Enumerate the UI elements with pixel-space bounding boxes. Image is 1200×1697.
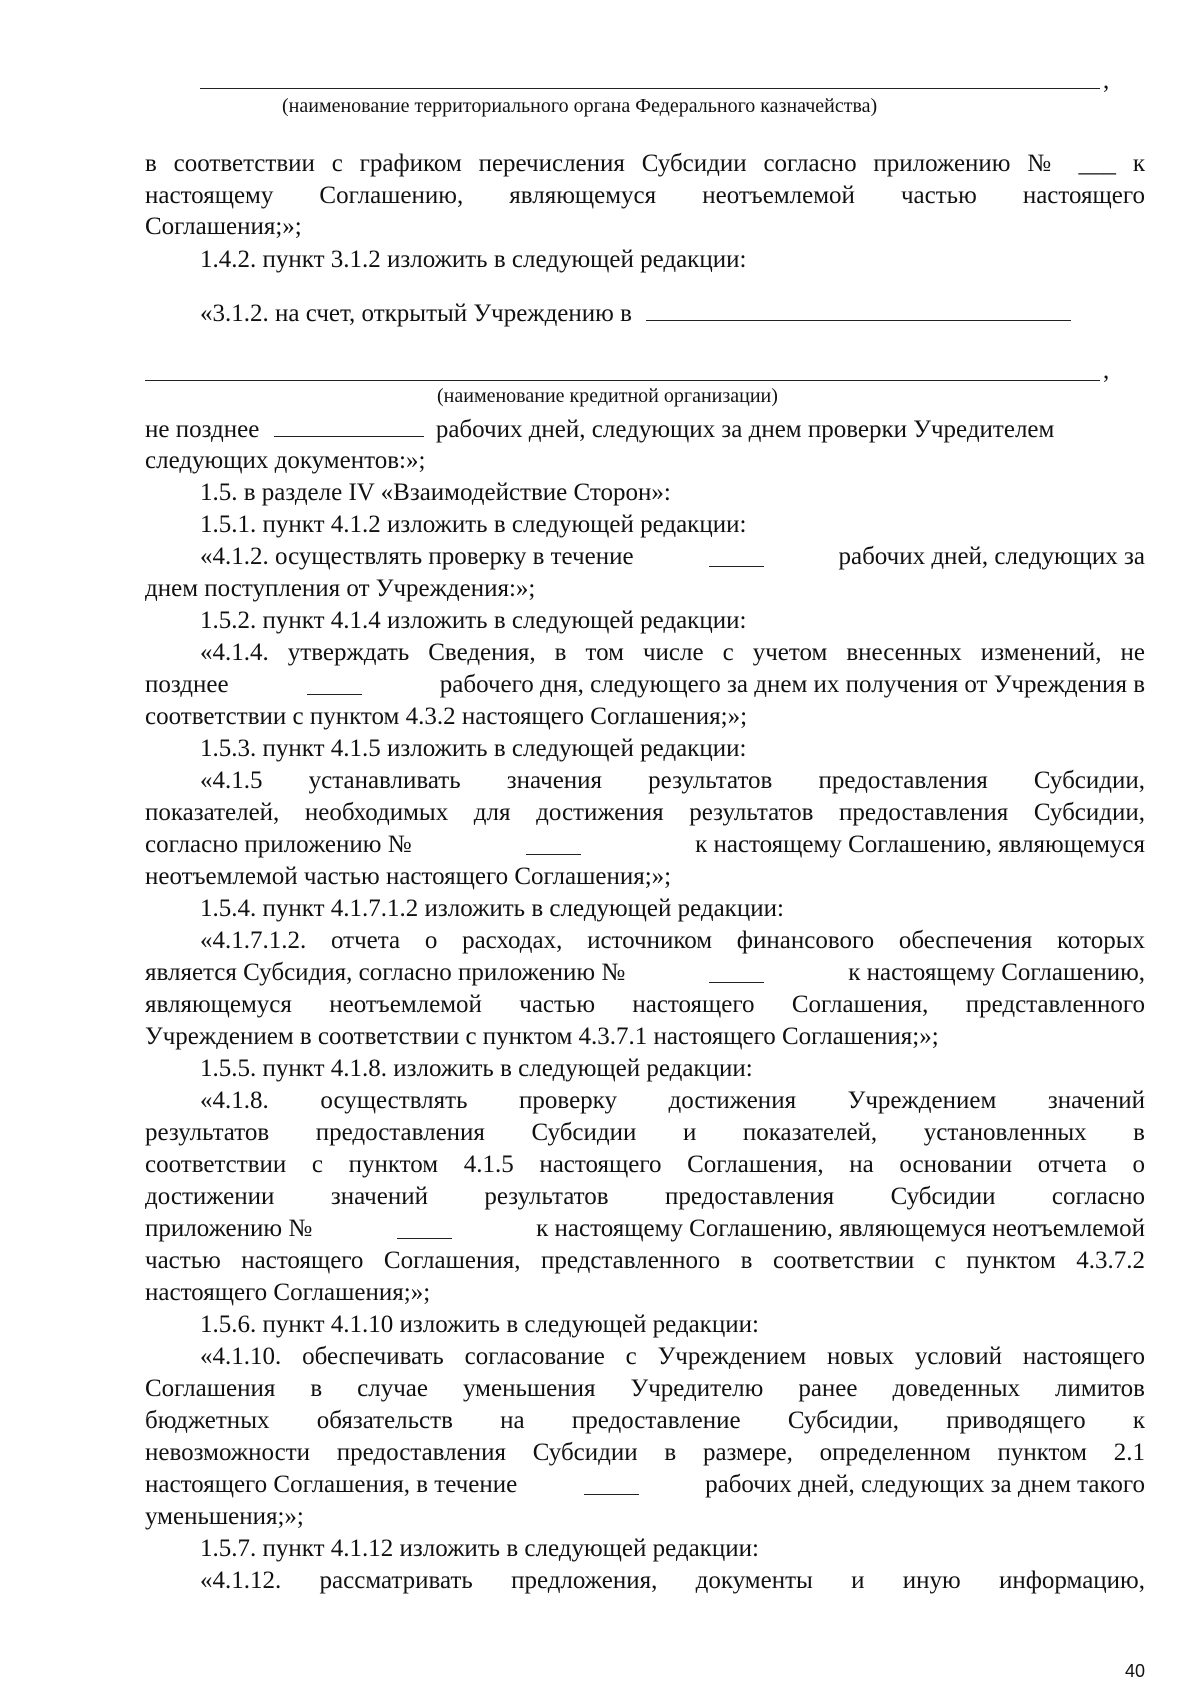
text-fragment: рабочего дня, следующего за днем их получения от Учреждения в bbox=[439, 671, 1145, 698]
text-line: уменьшения;»; bbox=[145, 1503, 304, 1530]
text-line bbox=[145, 1470, 1145, 1500]
text-line bbox=[145, 1214, 1145, 1244]
text-line: «4.1.12. рассматривать предложения, документы и иную информацию, bbox=[200, 1567, 1145, 1594]
text-line: невозможности предоставления Субсидии в размере, определенном пунктом 2.1 bbox=[145, 1439, 1145, 1466]
text-line: настоящего Соглашения;»; bbox=[145, 1279, 431, 1306]
text-line bbox=[145, 670, 1145, 700]
text-fragment: к настоящему Соглашению, являющемуся неотъемлемой bbox=[536, 1215, 1145, 1242]
header-comma: , bbox=[1103, 67, 1110, 94]
text-fragment: настоящего Соглашения, в течение bbox=[145, 1471, 518, 1498]
text-fragment: позднее bbox=[145, 671, 229, 698]
text-line: частью настоящего Соглашения, представленного в соответствии с пунктом 4.3.7.2 bbox=[145, 1247, 1145, 1274]
text-line bbox=[145, 830, 1145, 860]
text-line: являющемуся неотъемлемой частью настоящего Соглашения, представленного bbox=[145, 991, 1145, 1018]
bank-caption: (наименование кредитной организации) bbox=[437, 385, 778, 407]
fill-blank bbox=[646, 298, 1071, 321]
fill-blank bbox=[709, 960, 764, 983]
text-line: показателей, необходимых для достижения результатов предоставления Субсидии, bbox=[145, 799, 1145, 826]
text-fragment: рабочих дней, следующих за днем проверки Учредителем bbox=[435, 416, 1055, 443]
text-fragment: не позднее bbox=[145, 416, 260, 443]
text-line: 1.5.3. пункт 4.1.5 изложить в следующей редакции: bbox=[200, 735, 747, 762]
text-fragment: «4.1.2. осуществлять проверку в течение bbox=[200, 543, 634, 570]
text-line: неотъемлемой частью настоящего Соглашения;»; bbox=[145, 863, 672, 890]
text-fragment: к настоящему Соглашению, являющемуся bbox=[695, 831, 1145, 858]
page-number: 40 bbox=[1125, 1661, 1146, 1681]
treasury-blank-line bbox=[200, 88, 1100, 89]
bank-comma: , bbox=[1103, 357, 1110, 384]
bank-blank-line bbox=[145, 380, 1100, 381]
treasury-caption: (наименование территориального органа Федерального казначейства) bbox=[282, 95, 878, 117]
fill-blank bbox=[274, 414, 424, 437]
text-line: достижении значений результатов предоставления Субсидии согласно bbox=[145, 1183, 1145, 1210]
text-line: 1.5.4. пункт 4.1.7.1.2 изложить в следующей редакции: bbox=[200, 895, 784, 922]
fill-blank bbox=[709, 544, 764, 567]
text-line: «4.1.10. обеспечивать согласование с Учреждением новых условий настоящего bbox=[200, 1343, 1145, 1370]
text-line: следующих документов:»; bbox=[145, 447, 426, 474]
text-line bbox=[200, 542, 1145, 572]
text-line: 1.5.5. пункт 4.1.8. изложить в следующей редакции: bbox=[200, 1055, 753, 1082]
text-line: «4.1.8. осуществлять проверку достижения Учреждением значений bbox=[200, 1087, 1145, 1114]
text-line: результатов предоставления Субсидии и показателей, установленных в bbox=[145, 1119, 1145, 1146]
text-line: «4.1.7.1.2. отчета о расходах, источником финансового обеспечения которых bbox=[200, 927, 1145, 954]
text-line: настоящему Соглашению, являющемуся неотъемлемой частью настоящего bbox=[145, 182, 1145, 209]
text-line: 1.4.2. пункт 3.1.2 изложить в следующей редакции: bbox=[200, 246, 747, 273]
text-line: Соглашения;»; bbox=[145, 213, 302, 240]
fill-blank bbox=[584, 1472, 639, 1495]
text-line: Учреждением в соответствии с пунктом 4.3.7.1 настоящего Соглашения;»; bbox=[145, 1023, 939, 1050]
text-fragment: приложению № bbox=[145, 1215, 313, 1242]
text-line bbox=[200, 298, 1145, 328]
fill-blank bbox=[526, 832, 581, 855]
text-fragment: является Субсидия, согласно приложению № bbox=[145, 959, 626, 986]
text-fragment: к настоящему Соглашению, bbox=[848, 959, 1145, 986]
text-fragment: рабочих дней, следующих за bbox=[838, 543, 1145, 570]
text-line: соответствии с пунктом 4.1.5 настоящего Соглашения, на основании отчета о bbox=[145, 1151, 1145, 1178]
text-line: днем поступления от Учреждения:»; bbox=[145, 575, 536, 602]
text-line: «4.1.4. утверждать Сведения, в том числе с учетом внесенных изменений, не bbox=[200, 639, 1145, 666]
text-fragment: рабочих дней, следующих за днем такого bbox=[705, 1471, 1145, 1498]
text-line: бюджетных обязательств на предоставление Субсидии, приводящего к bbox=[145, 1407, 1145, 1434]
text-line: Соглашения в случае уменьшения Учредителю ранее доведенных лимитов bbox=[145, 1375, 1145, 1402]
text-line bbox=[145, 958, 1145, 988]
fill-blank bbox=[307, 672, 362, 695]
text-line: «4.1.5 устанавливать значения результатов предоставления Субсидии, bbox=[200, 767, 1145, 794]
text-fragment: «3.1.2. на счет, открытый Учреждению в bbox=[200, 300, 632, 327]
text-line: 1.5.6. пункт 4.1.10 изложить в следующей редакции: bbox=[200, 1311, 759, 1338]
text-line: 1.5. в разделе IV «Взаимодействие Сторон»: bbox=[200, 479, 671, 506]
text-line: соответствии с пунктом 4.3.2 настоящего Соглашения;»; bbox=[145, 703, 748, 730]
text-line: 1.5.7. пункт 4.1.12 изложить в следующей редакции: bbox=[200, 1535, 759, 1562]
text-fragment: согласно приложению № bbox=[145, 831, 412, 858]
text-line: 1.5.1. пункт 4.1.2 изложить в следующей редакции: bbox=[200, 511, 747, 538]
text-line: в соответствии с графиком перечисления Субсидии согласно приложению № ___ к bbox=[145, 150, 1145, 177]
fill-blank bbox=[397, 1216, 452, 1239]
text-line bbox=[145, 414, 1145, 444]
text-line: 1.5.2. пункт 4.1.4 изложить в следующей редакции: bbox=[200, 607, 747, 634]
